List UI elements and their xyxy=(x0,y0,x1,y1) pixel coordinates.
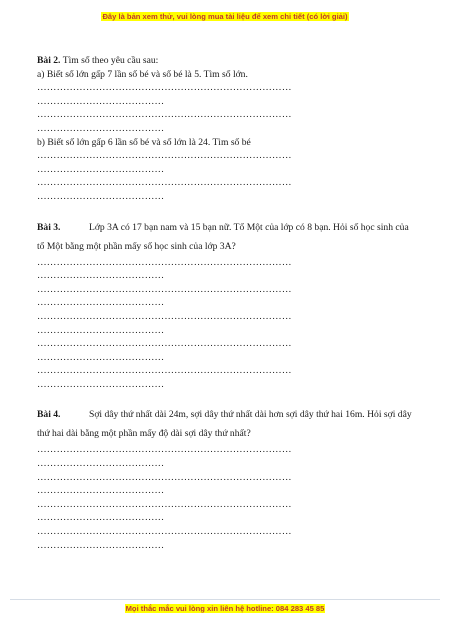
answer-line: …………………………………………………………………… xyxy=(37,526,292,538)
answer-line: …………………………………………………………………… xyxy=(37,498,292,510)
exercise-3-prompt: Lớp 3A có 17 bạn nam và 15 bạn nữ. Tổ Một của lớp có 8 bạn. Hỏi số học sinh của tổ Một bằng một phần mấy số học sinh của lớp 3A? xyxy=(37,221,409,252)
answer-line: ………………………………… xyxy=(37,485,165,497)
exercise-3-heading xyxy=(37,218,417,256)
answer-line: ………………………………… xyxy=(37,351,165,363)
hotline-footer-text: Mọi thắc mắc vui lòng xin liên hệ hotline: 084 283 45 85 xyxy=(125,604,325,613)
exercise-2-prompt: Tìm số theo yêu cầu sau: xyxy=(62,55,159,66)
preview-notice-text: Đây là bản xem thử, vui lòng mua tài liệu để xem chi tiết (có lời giải) xyxy=(102,12,348,21)
exercise-2-part-a xyxy=(37,68,417,136)
exercise-3-title: Bài 3. xyxy=(37,221,61,233)
answer-line: ………………………………… xyxy=(37,95,165,107)
exercise-4-title: Bài 4. xyxy=(37,409,61,421)
answer-line: …………………………………………………………………… xyxy=(37,471,292,483)
exercise-4-heading xyxy=(37,405,417,443)
answer-line: ………………………………… xyxy=(37,378,165,390)
answer-line: ………………………………… xyxy=(37,458,165,470)
answer-line: …………………………………………………………………… xyxy=(37,256,292,268)
exercise-3 xyxy=(37,218,417,392)
answer-line: …………………………………………………………………… xyxy=(37,150,292,162)
answer-line: …………………………………………………………………… xyxy=(37,177,292,189)
preview-notice-banner xyxy=(0,12,450,21)
answer-line: …………………………………………………………………… xyxy=(37,310,292,322)
answer-line: …………………………………………………………………… xyxy=(37,365,292,377)
exercise-2-part-b xyxy=(37,136,417,204)
answer-line: …………………………………………………………………… xyxy=(37,444,292,456)
answer-line: ………………………………… xyxy=(37,297,165,309)
answer-line: ………………………………… xyxy=(37,122,165,134)
worksheet-content xyxy=(37,54,417,552)
exercise-2-heading xyxy=(37,54,417,68)
exercise-2-part-a-text: a) Biết số lớn gấp 7 lần số bé và số bé là 5. Tìm số lớn. xyxy=(37,68,248,80)
answer-line: ………………………………… xyxy=(37,512,165,524)
hotline-footer-banner xyxy=(0,604,450,613)
footer-divider xyxy=(10,599,440,600)
answer-line: ………………………………… xyxy=(37,270,165,282)
answer-line: …………………………………………………………………… xyxy=(37,82,292,94)
exercise-2 xyxy=(37,54,417,204)
answer-line: …………………………………………………………………… xyxy=(37,283,292,295)
answer-line: …………………………………………………………………… xyxy=(37,109,292,121)
answer-line: …………………………………………………………………… xyxy=(37,338,292,350)
answer-line: ………………………………… xyxy=(37,190,165,202)
answer-line: ………………………………… xyxy=(37,324,165,336)
answer-line: ………………………………… xyxy=(37,539,165,551)
exercise-4 xyxy=(37,405,417,552)
exercise-2-title: Bài 2. xyxy=(37,55,61,66)
answer-line: ………………………………… xyxy=(37,163,165,175)
exercise-2-part-b-text: b) Biết số lớn gấp 6 lần số bé và số lớn là 24. Tìm số bé xyxy=(37,136,251,148)
exercise-4-prompt: Sợi dây thứ nhất dài 24m, sợi dây thứ nhất dài hơn sợi dây thứ hai 16m. Hỏi sợi dây thứ hai dài bằng một phần mấy độ dài sợi dây thứ nhất? xyxy=(37,409,412,440)
